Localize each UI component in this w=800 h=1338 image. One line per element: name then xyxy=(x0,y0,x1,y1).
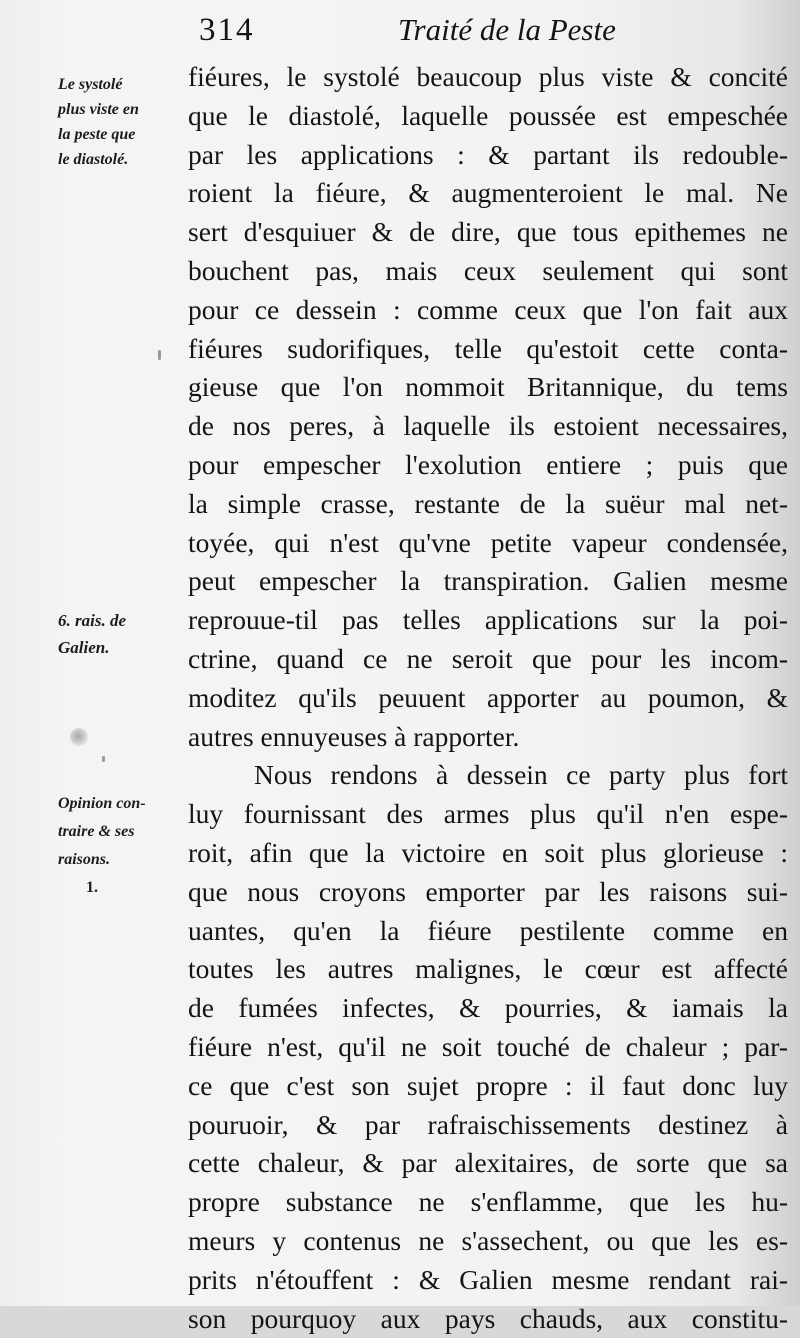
margin-note-line: Opinion con- xyxy=(58,790,146,818)
margin-note-line: Le systolé xyxy=(58,72,139,97)
text-line: Nous rendons à dessein ce party plus fort xyxy=(188,756,788,795)
margin-note-systole xyxy=(58,72,139,172)
ink-speck xyxy=(102,756,105,762)
margin-note-line: raisons. xyxy=(58,846,146,874)
text-line: par les applications : & partant ils redouble- xyxy=(188,136,788,175)
text-line: pour empescher l'exolution entiere ; puis que xyxy=(188,446,788,485)
ink-speck xyxy=(158,350,161,360)
text-line: que nous croyons emporter par les raisons sui- xyxy=(188,873,788,912)
margin-note-line: le diastolé. xyxy=(58,147,139,172)
text-line: roit, afin que la victoire en soit plus glorieuse : xyxy=(188,834,788,873)
text-line: fiéures, le systolé beaucoup plus viste & concité xyxy=(188,58,788,97)
text-line: ce que c'est son sujet propre : il faut donc luy xyxy=(188,1067,788,1106)
margin-note-line: la peste que xyxy=(58,122,139,147)
text-line: bouchent pas, mais ceux seulement qui sont xyxy=(188,252,788,291)
body-text xyxy=(188,58,788,1338)
text-line: propre substance ne s'enflamme, que les hu- xyxy=(188,1183,788,1222)
text-line: que le diastolé, laquelle poussée est empeschée xyxy=(188,97,788,136)
margin-note-line: traire & ses xyxy=(58,818,146,846)
text-line: moditez qu'ils peuuent apporter au poumon, & xyxy=(188,679,788,718)
ink-blot-ornament xyxy=(70,728,88,746)
text-line: toyée, qui n'est qu'vne petite vapeur condensée, xyxy=(188,524,788,563)
margin-note-galien xyxy=(58,607,126,661)
margin-note-line: plus viste en xyxy=(58,97,139,122)
text-line: la simple crasse, restante de la suëur mal net- xyxy=(188,485,788,524)
margin-note-line: Galien. xyxy=(58,634,126,661)
page-number: 314 xyxy=(199,12,255,49)
text-line: pour ce dessein : comme ceux que l'on fait aux xyxy=(188,291,788,330)
text-line: de nos peres, à laquelle ils estoient necessaires, xyxy=(188,407,788,446)
text-line: sert d'esquiuer & de dire, que tous epithemes ne xyxy=(188,213,788,252)
text-line: pouruoir, & par rafraischissements destinez à xyxy=(188,1106,788,1145)
margin-note-line: 6. rais. de xyxy=(58,607,126,634)
margin-note-line: 1. xyxy=(58,874,146,902)
page-header xyxy=(0,6,800,56)
text-line: peut empescher la transpiration. Galien mesme xyxy=(188,562,788,601)
text-line: ctrine, quand ce ne seroit que pour les incom- xyxy=(188,640,788,679)
text-line: prits n'étouffent : & Galien mesme rendant rai- xyxy=(188,1261,788,1300)
text-line: fiéures sudorifiques, telle qu'estoit cette conta- xyxy=(188,330,788,369)
text-line: uantes, qu'en la fiéure pestilente comme en xyxy=(188,912,788,951)
text-line: son pourquoy aux pays chauds, aux constitu- xyxy=(188,1300,788,1338)
text-line: autres ennuyeuses à rapporter. xyxy=(188,718,788,757)
text-line: toutes les autres malignes, le cœur est affecté xyxy=(188,950,788,989)
text-line: reprouue-til pas telles applications sur la poi- xyxy=(188,601,788,640)
text-line: fiéure n'est, qu'il ne soit touché de chaleur ; par- xyxy=(188,1028,788,1067)
text-line: gieuse que l'on nommoit Britannique, du tems xyxy=(188,368,788,407)
text-line: meurs y contenus ne s'assechent, ou que les es- xyxy=(188,1222,788,1261)
text-line: luy fournissant des armes plus qu'il n'en espe- xyxy=(188,795,788,834)
text-line: de fumées infectes, & pourries, & iamais la xyxy=(188,989,788,1028)
text-line: cette chaleur, & par alexitaires, de sorte que sa xyxy=(188,1144,788,1183)
margin-note-opinion xyxy=(58,790,146,902)
running-title: Traité de la Peste xyxy=(398,12,616,48)
text-line: roient la fiéure, & augmenteroient le mal. Ne xyxy=(188,174,788,213)
